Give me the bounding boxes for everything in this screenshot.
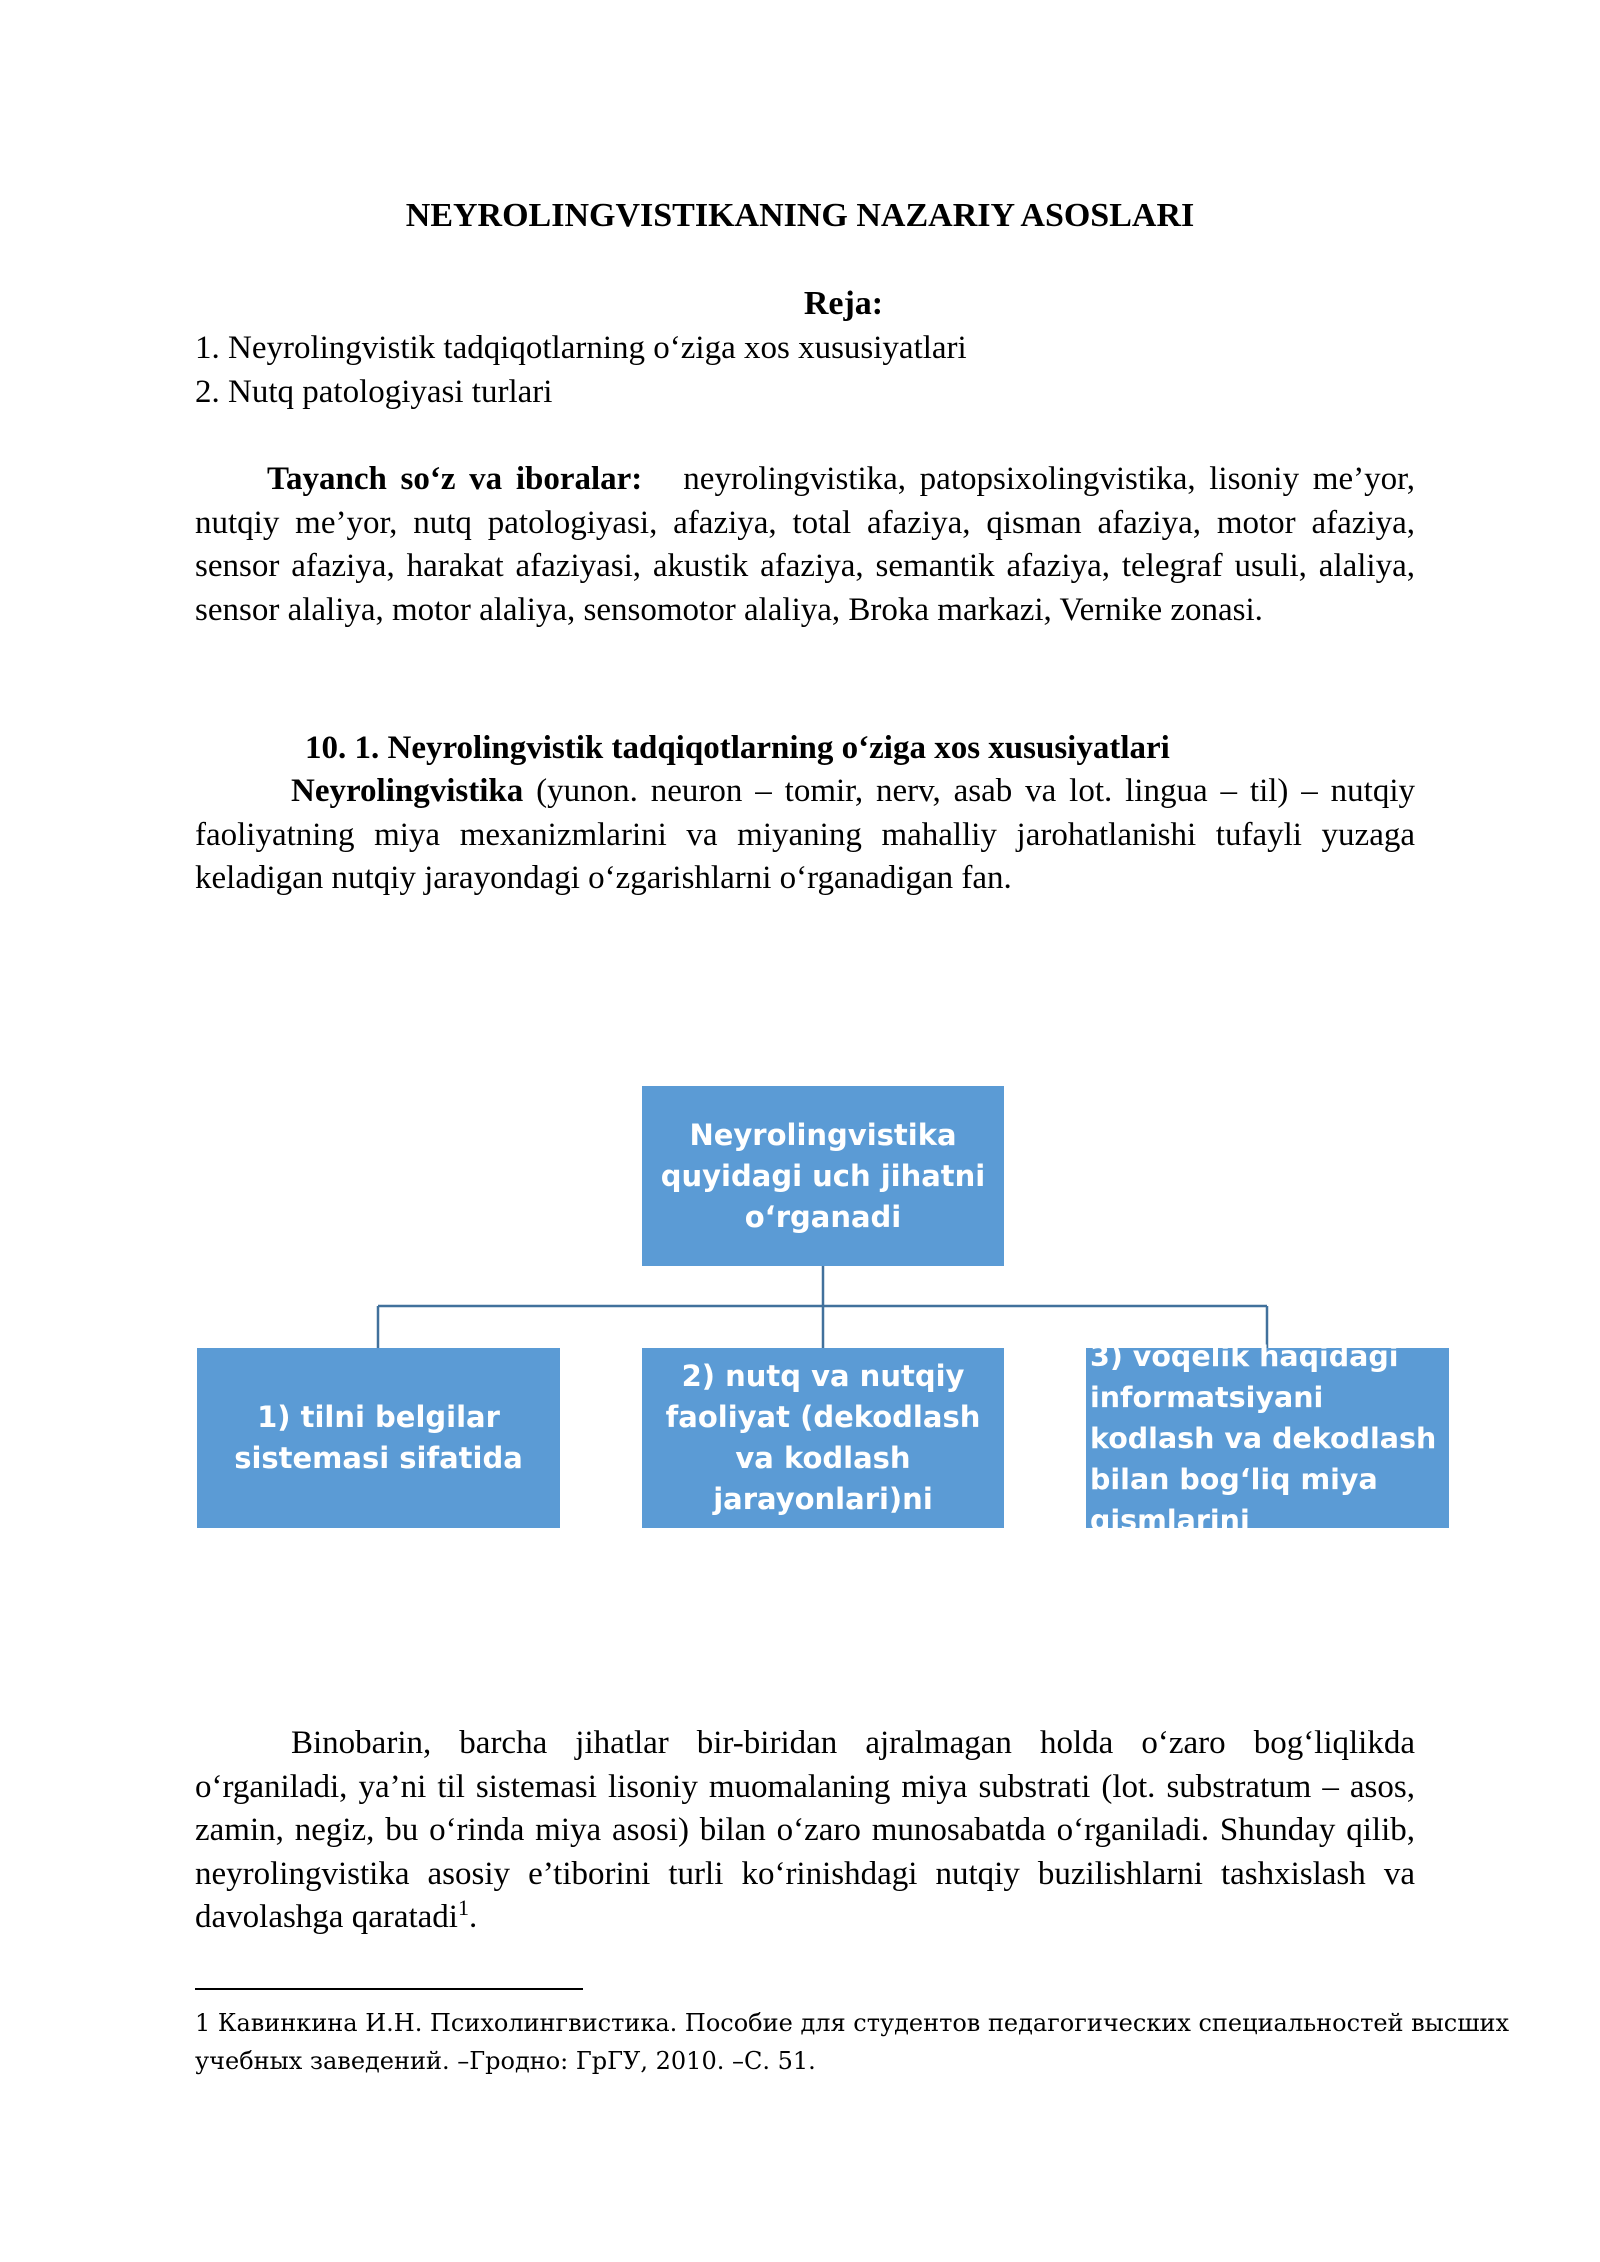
diagram-root-box: Neyrolingvistika quyidagi uch jihatni o‘rganadi [642, 1086, 1004, 1266]
definition-term: Neyrolingvistika [291, 773, 524, 809]
diagram-child-box-1: 1) tilni belgilar sistemasi sifatida [197, 1348, 560, 1528]
section-heading: 10. 1. Neyrolingvistik tadqiqotlarning o‘ziga xos xususiyatlari [305, 730, 1170, 766]
keywords-label: Tayanch so‘z va iboralar: [267, 461, 643, 497]
diagram-child-box-3: 3) voqelik haqidagi informatsiyani kodlash va dekodlash bilan bog‘liq miya qismlarini [1086, 1348, 1449, 1528]
plan-heading: Reja: [803, 285, 884, 322]
conclusion-end: . [468, 1899, 478, 1935]
footnote-separator [195, 1988, 583, 1990]
plan-item-2: 2. Nutq patologiyasi turlari [195, 374, 553, 410]
page-title: NEYROLINGVISTIKANING NAZARIY ASOSLARI [405, 197, 1195, 234]
keywords-text: neyrolingvistika, patopsixolingvistika, lisoniy me’yor, nutqiy me’yor, nutq patologiyasi, afaziya, total afaziya, qisman afaziya, motor afaziya, sensor afaziya, harakat afaziyasi, akustik afaziya, semantik afaziya, telegraf usuli, alaliya, sensor alaliya, motor alaliya, sensomotor alaliya, Broka markazi, Vernike zonasi. [195, 461, 1415, 628]
conclusion-paragraph [195, 1722, 1415, 1940]
plan-item-1: 1. Neyrolingvistik tadqiqotlarning o‘ziga xos xususiyatlari [195, 330, 967, 366]
conclusion-text: Binobarin, barcha jihatlar bir-biridan ajralmagan holda o‘zaro bog‘liqlikda o‘rganiladi, ya’ni til sistemasi lisoniy muomalaning miya substrati (lot. substratum – asos, zamin, negiz, bu o‘rinda miya asosi) bilan o‘zaro munosabatda o‘rganiladi. Shunday qilib, neyrolingvistika asosiy e’tiborini turli ko‘rinishdagi nutqiy buzilishlarni tashxislash va davolashga qaratadi [195, 1725, 1415, 1935]
diagram-child-box-2: 2) nutq va nutqiy faoliyat (dekodlash va kodlash jarayonlari)ni [642, 1348, 1004, 1528]
footnote-reference: 1 [457, 1895, 469, 1920]
footnote: 1 Кавинкина И.Н. Психолингвистика. Пособие для студентов педагогических специальностей высших учебных заведений. –Гродно: ГрГУ, 2010. –С. 51. [195, 2009, 1510, 2075]
definition-text: (yunon. neuron – tomir, nerv, asab va lot. lingua – til) – nutqiy faoliyatning miya mexanizmlarini va miyaning mahalliy jarohatlanishi tufayli yuzaga keladigan nutqiy jarayondagi o‘zgarishlarni o‘rganadigan fan. [195, 773, 1415, 896]
